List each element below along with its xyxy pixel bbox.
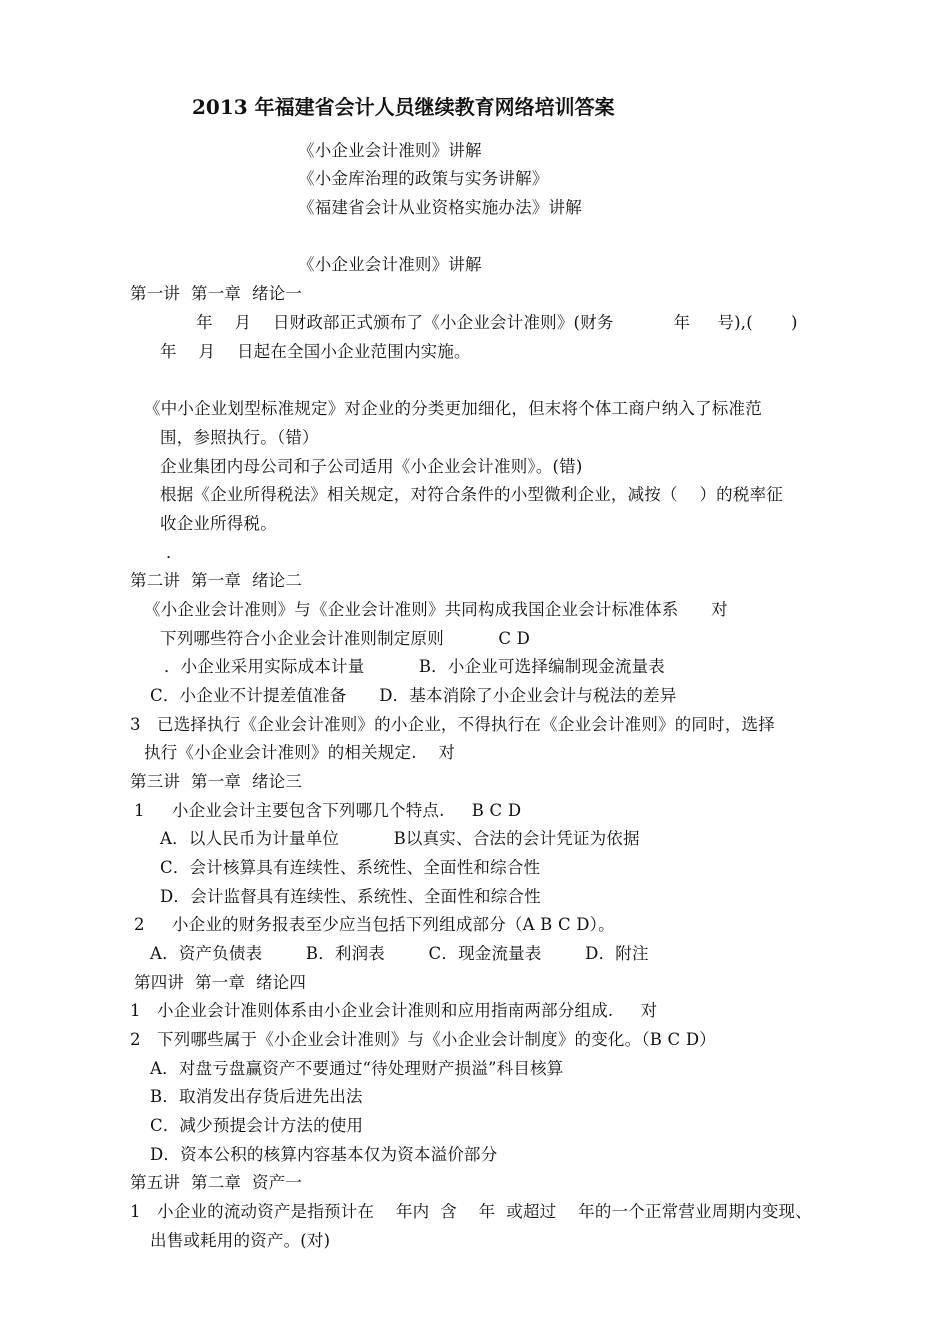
text-line: 围，参照执行。（错） [160, 428, 319, 447]
page-title: 2013 年福建省会计人员继续教育网络培训答案 [192, 95, 615, 119]
text-line: C．减少预提会计方法的使用 [150, 1116, 364, 1135]
text-line: 1 小企业会计主要包含下列哪几个特点. B C D [134, 801, 522, 820]
text-line: C．小企业不计提差值准备 D．基本消除了小企业会计与税法的差异 [150, 686, 677, 705]
lecture-heading: 第四讲 第一章 绪论四 [134, 973, 307, 992]
toc-item-1: 《小企业会计准则》讲解 [298, 141, 482, 160]
text-line: 企业集团内母公司和子公司适用《小企业会计准则》。(错) [160, 457, 583, 476]
text-line: 3 已选择执行《企业会计准则》的小企业，不得执行在《企业会计准则》的同时，选择 [130, 715, 775, 734]
text-line: 出售或耗用的资产。(对) [150, 1231, 331, 1250]
text-line: 年 月 日财政部正式颁布了《小企业会计准则》(财务 年 号),( ) [196, 313, 798, 332]
text-line: A．资产负债表 B．利润表 C．现金流量表 D．附注 [150, 944, 649, 963]
text-line: 执行《小企业会计准则》的相关规定. 对 [144, 743, 456, 762]
text-line: ．小企业采用实际成本计量 B．小企业可选择编制现金流量表 [164, 657, 665, 676]
text-line: A．对盘亏盘赢资产不要通过“待处理财产损溢”科目核算 [150, 1059, 564, 1078]
text-line: B．取消发出存货后进先出法 [150, 1087, 363, 1106]
text-line: 收企业所得税。 [160, 514, 277, 533]
lecture-heading: 第一讲 第一章 绪论一 [130, 284, 303, 303]
text-line: ． [166, 543, 183, 562]
text-line: 1 小企业的流动资产是指预计在 年内 含 年 或超过 年的一个正常营业周期内变现、 [130, 1202, 812, 1221]
text-line: 2 小企业的财务报表至少应当包括下列组成部分（A B C D）。 [134, 915, 615, 934]
toc-item-2: 《小金库治理的政策与实务讲解》 [298, 169, 549, 188]
section-heading: 《小企业会计准则》讲解 [298, 255, 482, 274]
text-line: 下列哪些符合小企业会计准则制定原则 C D [160, 629, 531, 648]
lecture-heading: 第五讲 第二章 资产一 [130, 1173, 303, 1192]
text-line: 《中小企业划型标准规定》对企业的分类更加细化，但末将个体工商户纳入了标准范 [144, 399, 762, 418]
text-line: C．会计核算具有连续性、系统性、全面性和综合性 [160, 858, 541, 877]
text-line: D．会计监督具有连续性、系统性、全面性和综合性 [160, 887, 541, 906]
lecture-heading: 第二讲 第一章 绪论二 [130, 571, 303, 590]
text-line: D．资本公积的核算内容基本仅为资本溢价部分 [150, 1145, 498, 1164]
text-line: 根据《企业所得税法》相关规定，对符合条件的小型微利企业，减按（ ）的税率征 [160, 485, 783, 504]
toc-item-3: 《福建省会计从业资格实施办法》讲解 [298, 198, 582, 217]
text-line: 《小企业会计准则》与《企业会计准则》共同构成我国企业会计标准体系 对 [144, 600, 728, 619]
text-line: 年 月 日起在全国小企业范围内实施。 [160, 342, 471, 361]
text-line: 1 小企业会计准则体系由小企业会计准则和应用指南两部分组成. 对 [130, 1001, 658, 1020]
text-line: A．以人民币为计量单位 B以真实、合法的会计凭证为依据 [160, 829, 640, 848]
lecture-heading: 第三讲 第一章 绪论三 [130, 772, 303, 791]
text-line: 2 下列哪些属于《小企业会计准则》与《小企业会计制度》的变化。（B C D） [130, 1030, 716, 1049]
